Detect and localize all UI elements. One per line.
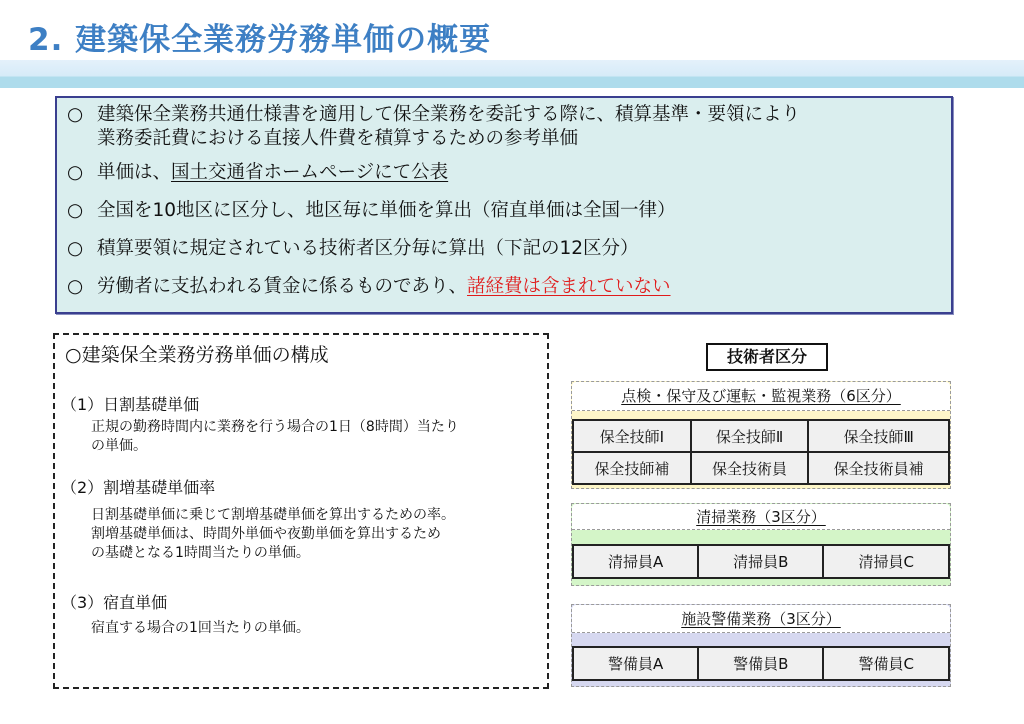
summary-bullet — [67, 237, 951, 261]
mlit-homepage-link[interactable]: 国土交通省ホームページにて公表 — [171, 162, 449, 183]
category-cell: 保全技師Ⅰ — [573, 420, 691, 452]
composition-section-premium-rate — [61, 478, 547, 563]
category-cell: 清掃員A — [573, 545, 698, 578]
section-title: （1）日割基礎単価 — [61, 395, 200, 414]
circle-bullet-icon: ○ — [67, 162, 84, 183]
category-table — [572, 544, 950, 579]
group-security — [571, 604, 951, 687]
category-cell: 清掃員C — [823, 545, 949, 578]
section-body: 日割基礎単価に乗じて割増基礎単価を算出するための率。 — [91, 507, 455, 523]
overhead-excluded-note: 諸経費は含まれていない — [467, 276, 671, 297]
title-accent-band — [0, 60, 1024, 88]
composition-section-daily — [61, 395, 547, 456]
page-title: 2. 建築保全業務労務単価の概要 — [28, 22, 492, 58]
category-cell: 保全技師Ⅱ — [691, 420, 809, 452]
category-cell: 清掃員B — [698, 545, 823, 578]
group-header: 点検・保守及び運転・監視業務（6区分） — [572, 382, 950, 411]
bullet-text: 業務委託費における直接人件費を積算するための参考単価 — [97, 128, 579, 149]
summary-bullet — [67, 161, 951, 185]
category-table — [572, 646, 950, 681]
group-header: 清掃業務（3区分） — [572, 504, 950, 530]
category-cell: 保全技師補 — [573, 452, 691, 484]
engineer-category-title: 技術者区分 — [706, 343, 828, 371]
group-cleaning — [571, 503, 951, 586]
category-cell: 保全技師Ⅲ — [808, 420, 949, 452]
bullet-text: 労働者に支払われる賃金に係るものであり、 — [97, 276, 468, 297]
category-cell: 保全技術員補 — [808, 452, 949, 484]
group-header: 施設警備業務（3区分） — [572, 605, 950, 633]
circle-bullet-icon: ○ — [67, 276, 84, 297]
summary-bullet — [67, 103, 951, 151]
section-title: （3）宿直単価 — [61, 593, 168, 612]
section-body: 宿直する場合の1回当たりの単価。 — [91, 620, 310, 636]
composition-section-night-duty — [61, 593, 547, 638]
circle-bullet-icon: ○ — [67, 104, 84, 125]
summary-bullet — [67, 199, 951, 223]
summary-box — [55, 96, 953, 314]
bullet-text: 全国を10地区に区分し、地区毎に単価を算出（宿直単価は全国一律） — [97, 200, 676, 221]
category-cell: 保全技術員 — [691, 452, 809, 484]
circle-bullet-icon: ○ — [67, 238, 84, 259]
summary-bullet — [67, 275, 951, 299]
composition-title: ○建築保全業務労務単価の構成 — [65, 344, 329, 366]
category-cell: 警備員A — [573, 647, 698, 680]
category-table — [572, 419, 950, 485]
group-inspection-maintenance — [571, 381, 951, 489]
section-title: （2）割増基礎単価率 — [61, 478, 216, 497]
bullet-text: 単価は、 — [97, 162, 172, 183]
section-body: の基礎となる1時間当たりの単価。 — [91, 545, 310, 561]
bullet-text: 建築保全業務共通仕様書を適用して保全業務を委託する際に、積算基準・要領により — [97, 104, 801, 125]
category-cell: 警備員C — [823, 647, 949, 680]
category-cell: 警備員B — [698, 647, 823, 680]
section-body: 正規の勤務時間内に業務を行う場合の1日（8時間）当たり — [91, 419, 459, 435]
section-body: 割増基礎単価は、時間外単価や夜勤単価を算出するため — [91, 526, 441, 542]
circle-bullet-icon: ○ — [67, 200, 84, 221]
bullet-text: 積算要領に規定されている技術者区分毎に算出（下記の12区分） — [97, 238, 639, 259]
composition-box — [53, 333, 549, 689]
section-body: の単価。 — [91, 438, 147, 454]
